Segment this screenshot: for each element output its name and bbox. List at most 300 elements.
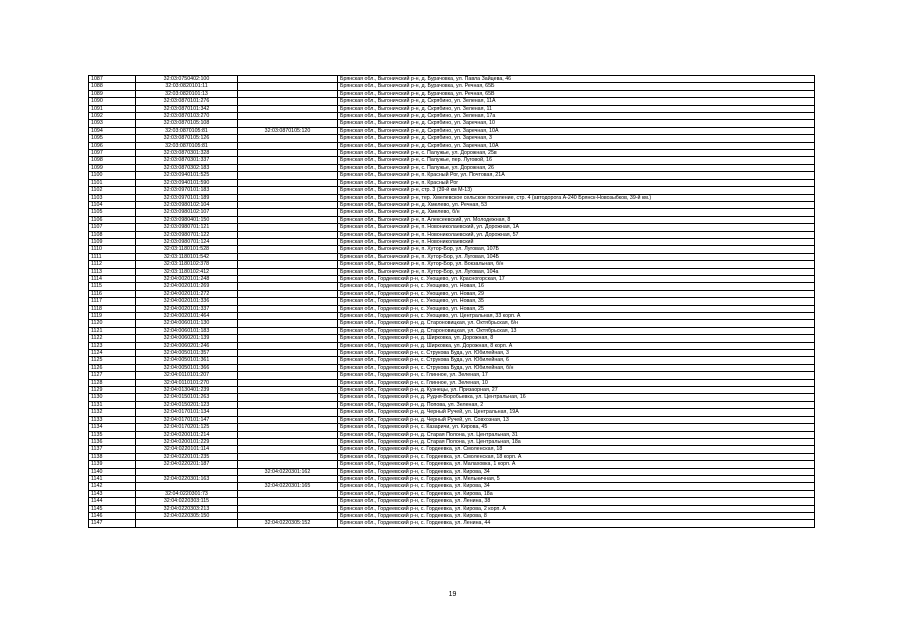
secondary-cadastral-number-cell	[238, 438, 338, 445]
secondary-cadastral-number-cell	[238, 475, 338, 482]
secondary-cadastral-number-cell	[238, 142, 338, 149]
row-number-cell: 1129	[89, 387, 136, 394]
row-number-cell: 1113	[89, 268, 136, 275]
address-cell: Брянская обл., Выгоничский р-н, д. Скрябино, ул. Зеленая, 17а	[338, 113, 815, 120]
address-cell: Брянская обл., Выгоничский р-н, п. Хутор-Бор, ул. Луговая, 107Б	[338, 246, 815, 253]
table-row	[89, 150, 815, 157]
table-row	[89, 98, 815, 105]
cadastral-number-cell: 32:03:0870103:270	[136, 113, 238, 120]
table-row	[89, 416, 815, 423]
table-row	[89, 483, 815, 490]
table-row	[89, 446, 815, 453]
table-row	[89, 283, 815, 290]
secondary-cadastral-number-cell	[238, 357, 338, 364]
secondary-cadastral-number-cell	[238, 372, 338, 379]
table-row	[89, 490, 815, 497]
address-cell: Брянская обл., Гордеевский р-н, с. Гордеевка, ул. Ленина, 44	[338, 520, 815, 527]
address-cell: Брянская обл., Гордеевский р-н, с. Унощево, ул. Новая, 35	[338, 298, 815, 305]
row-number-cell: 1095	[89, 135, 136, 142]
address-cell: Брянская обл., Гордеевский р-н, с. Гордеевка, ул. Кирова, 2 корп. А	[338, 505, 815, 512]
secondary-cadastral-number-cell	[238, 209, 338, 216]
table-row	[89, 246, 815, 253]
cadastral-number-cell: 32:04:0220101:235	[136, 453, 238, 460]
table-row	[89, 261, 815, 268]
row-number-cell: 1107	[89, 224, 136, 231]
row-number-cell: 1104	[89, 201, 136, 208]
address-cell: Брянская обл., Выгоничский р-н, п. Красный Рог	[338, 179, 815, 186]
table-row	[89, 335, 815, 342]
table-row	[89, 164, 815, 171]
cadastral-number-cell: 32:03:0940101:525	[136, 172, 238, 179]
table-row	[89, 327, 815, 334]
row-number-cell: 1108	[89, 231, 136, 238]
cadastral-number-cell: 32:03:0820101:11	[136, 83, 238, 90]
secondary-cadastral-number-cell: 32:03:0870105:120	[238, 127, 338, 134]
table-row	[89, 350, 815, 357]
secondary-cadastral-number-cell	[238, 283, 338, 290]
secondary-cadastral-number-cell	[238, 313, 338, 320]
secondary-cadastral-number-cell	[238, 231, 338, 238]
cadastral-number-cell: 32:03:1180102:378	[136, 261, 238, 268]
row-number-cell: 1127	[89, 372, 136, 379]
address-cell: Брянская обл., Гордеевский р-н, с. Глинное, ул. Зеленая, 10	[338, 379, 815, 386]
secondary-cadastral-number-cell: 32:04:0220301:162	[238, 468, 338, 475]
secondary-cadastral-number-cell	[238, 350, 338, 357]
row-number-cell: 1109	[89, 238, 136, 245]
table-row	[89, 105, 815, 112]
secondary-cadastral-number-cell: 32:04:0220305:152	[238, 520, 338, 527]
cadastral-number-cell: 32:03:0870105:81	[136, 127, 238, 134]
secondary-cadastral-number-cell	[238, 446, 338, 453]
secondary-cadastral-number-cell	[238, 83, 338, 90]
secondary-cadastral-number-cell	[238, 194, 338, 201]
table-row	[89, 438, 815, 445]
table-row	[89, 179, 815, 186]
table-row	[89, 453, 815, 460]
address-cell: Брянская обл., Выгоничский р-н, д. Хмелево, б/н	[338, 209, 815, 216]
cadastral-number-cell: 32:04:0220301:163	[136, 475, 238, 482]
table-row	[89, 238, 815, 245]
cadastral-number-cell: 32:03:1180101:542	[136, 253, 238, 260]
table-row	[89, 135, 815, 142]
address-cell: Брянская обл., Выгоничский р-н, п. Хутор-Бор, ул. Луговая, 104Б	[338, 253, 815, 260]
table-row	[89, 431, 815, 438]
cadastral-number-cell: 32:04:0150201:123	[136, 401, 238, 408]
secondary-cadastral-number-cell	[238, 327, 338, 334]
address-cell: Брянская обл., Выгоничский р-н, п. Новониколаевский, ул. Дорожная, 1А	[338, 224, 815, 231]
address-cell: Брянская обл., Гордеевский р-н, с. Гордеевка, ул. Кирова, 18а	[338, 490, 815, 497]
address-cell: Брянская обл., Гордеевский р-н, с. Унощево, ул. Новая, 16	[338, 283, 815, 290]
cadastral-number-cell: 32:04:0020101:337	[136, 305, 238, 312]
registry-table	[88, 75, 815, 528]
secondary-cadastral-number-cell	[238, 172, 338, 179]
cadastral-number-cell: 32:04:0110101:270	[136, 379, 238, 386]
secondary-cadastral-number-cell	[238, 505, 338, 512]
table-row	[89, 224, 815, 231]
address-cell: Брянская обл., Выгоничский р-н, п. Красный Рог, ул. Почтовая, 21А	[338, 172, 815, 179]
cadastral-number-cell: 32:03:0870101:276	[136, 98, 238, 105]
cadastral-number-cell: 32:03:0820101:13	[136, 90, 238, 97]
table-row	[89, 90, 815, 97]
table-row	[89, 387, 815, 394]
address-cell: Брянская обл., Выгоничский р-н, п. Хутор-Бор, ул. Луговая, 104а	[338, 268, 815, 275]
address-cell: Брянская обл., Гордеевский р-н, д. Попова, ул. Зеленая, 2	[338, 401, 815, 408]
row-number-cell: 1111	[89, 253, 136, 260]
cadastral-number-cell: 32:03:0980102:104	[136, 201, 238, 208]
cadastral-number-cell: 32:03:0940101:590	[136, 179, 238, 186]
table-row	[89, 394, 815, 401]
address-cell: Брянская обл., Выгоничский р-н, с. Палужье, ул. Дорожная, 25в	[338, 150, 815, 157]
secondary-cadastral-number-cell	[238, 120, 338, 127]
cadastral-number-cell: 32:04:0220305:150	[136, 512, 238, 519]
row-number-cell: 1105	[89, 209, 136, 216]
row-number-cell: 1110	[89, 246, 136, 253]
table-row	[89, 468, 815, 475]
secondary-cadastral-number-cell	[238, 364, 338, 371]
secondary-cadastral-number-cell	[238, 394, 338, 401]
cadastral-number-cell: 32:04:0170101:134	[136, 409, 238, 416]
row-number-cell: 1146	[89, 512, 136, 519]
address-cell: Брянская обл., Выгоничский р-н, д. Скрябино, ул. Заречная, 3	[338, 135, 815, 142]
address-cell: Брянская обл., Гордеевский р-н, с. Гордеевка, ул. Кирова, 8	[338, 512, 815, 519]
row-number-cell: 1147	[89, 520, 136, 527]
secondary-cadastral-number-cell	[238, 216, 338, 223]
row-number-cell: 1130	[89, 394, 136, 401]
row-number-cell: 1115	[89, 283, 136, 290]
cadastral-number-cell: 32:04:0020101:269	[136, 283, 238, 290]
row-number-cell: 1103	[89, 194, 136, 201]
cadastral-number-cell: 32:04:0220101:114	[136, 446, 238, 453]
row-number-cell: 1097	[89, 150, 136, 157]
cadastral-number-cell: 32:03:0980701:121	[136, 224, 238, 231]
secondary-cadastral-number-cell	[238, 224, 338, 231]
secondary-cadastral-number-cell	[238, 246, 338, 253]
address-cell: Брянская обл., Выгоничский р-н, с. Палужье, ул. Дорожная, 26	[338, 164, 815, 171]
secondary-cadastral-number-cell	[238, 113, 338, 120]
address-cell: Брянская обл., Гордеевский р-н, с. Глинное, ул. Зеленая, 17	[338, 372, 815, 379]
secondary-cadastral-number-cell	[238, 98, 338, 105]
address-cell: Брянская обл., Выгоничский р-н, п. Новониколаевский, ул. Дорожная, 57	[338, 231, 815, 238]
secondary-cadastral-number-cell	[238, 187, 338, 194]
cadastral-number-cell: 32:04:0020101:336	[136, 298, 238, 305]
cadastral-number-cell: 32:04:0050101:361	[136, 357, 238, 364]
row-number-cell: 1100	[89, 172, 136, 179]
address-cell: Брянская обл., Гордеевский р-н, с. Унощево, ул. Новая, 29	[338, 290, 815, 297]
table-row	[89, 76, 815, 83]
cadastral-number-cell: 32:03:0980701:122	[136, 231, 238, 238]
secondary-cadastral-number-cell	[238, 431, 338, 438]
table-row	[89, 342, 815, 349]
address-cell: Брянская обл., Гордеевский р-н, д. Старая Полона, ул. Центральная, 31	[338, 431, 815, 438]
secondary-cadastral-number-cell	[238, 379, 338, 386]
row-number-cell: 1089	[89, 90, 136, 97]
cadastral-number-cell: 32:04:0050101:357	[136, 350, 238, 357]
secondary-cadastral-number-cell	[238, 253, 338, 260]
secondary-cadastral-number-cell	[238, 401, 338, 408]
address-cell: Брянская обл., Выгоничский р-н, д. Бурачовка, ул. Речная, 65Б	[338, 83, 815, 90]
secondary-cadastral-number-cell	[238, 305, 338, 312]
cadastral-number-cell: 32:04:0200101:214	[136, 431, 238, 438]
row-number-cell: 1125	[89, 357, 136, 364]
address-cell: Брянская обл., Гордеевский р-н, с. Гордеевка, ул. Малаховка, 1 корп. А	[338, 461, 815, 468]
address-cell: Брянская обл., Выгоничский р-н, с. Палужье, пер. Луговой, 16	[338, 157, 815, 164]
row-number-cell: 1087	[89, 76, 136, 83]
row-number-cell: 1126	[89, 364, 136, 371]
row-number-cell: 1090	[89, 98, 136, 105]
address-cell: Брянская обл., Гордеевский р-н, с. Гордеевка, ул. Ленина, 38	[338, 498, 815, 505]
secondary-cadastral-number-cell	[238, 201, 338, 208]
secondary-cadastral-number-cell	[238, 387, 338, 394]
address-cell: Брянская обл., Выгоничский р-н, д. Скрябино, ул. Зеленая, 11	[338, 105, 815, 112]
row-number-cell: 1128	[89, 379, 136, 386]
row-number-cell: 1140	[89, 468, 136, 475]
address-cell: Брянская обл., Гордеевский р-н, д. Кузнецы, ул. Призаорная, 27	[338, 387, 815, 394]
address-cell: Брянская обл., Гордеевский р-н, с. Казаричи, ул. Кирова, 45	[338, 424, 815, 431]
address-cell: Брянская обл., Гордеевский р-н, д. Старая Полона, ул. Центральная, 18а	[338, 438, 815, 445]
row-number-cell: 1118	[89, 305, 136, 312]
cadastral-number-cell: 32:04:0050101:366	[136, 364, 238, 371]
cadastral-number-cell: 32:04:0220303:115	[136, 498, 238, 505]
secondary-cadastral-number-cell	[238, 157, 338, 164]
row-number-cell: 1136	[89, 438, 136, 445]
table-row	[89, 401, 815, 408]
row-number-cell: 1088	[89, 83, 136, 90]
address-cell: Брянская обл., Выгоничский р-н, д. Хмелево, ул. Речная, 53	[338, 201, 815, 208]
address-cell: Брянская обл., Гордеевский р-н, с. Струкова Буда, ул. Юбилейная, 3	[338, 350, 815, 357]
address-cell: Брянская обл., Гордеевский р-н, с. Унощево, ул. Центральная, 33 корп. А	[338, 313, 815, 320]
table-row	[89, 253, 815, 260]
secondary-cadastral-number-cell	[238, 290, 338, 297]
cadastral-number-cell: 32:03:0870302:183	[136, 164, 238, 171]
row-number-cell: 1137	[89, 446, 136, 453]
secondary-cadastral-number-cell	[238, 490, 338, 497]
secondary-cadastral-number-cell	[238, 461, 338, 468]
table-row	[89, 83, 815, 90]
cadastral-number-cell: 32:04:0060101:130	[136, 320, 238, 327]
address-cell: Брянская обл., Выгоничский р-н, д. Бурачовка, ул. Павла Зайцева, 46	[338, 76, 815, 83]
address-cell: Брянская обл., Выгоничский р-н, д. Бурачовка, ул. Речная, 65В	[338, 90, 815, 97]
cadastral-number-cell: 32:03:0870301:337	[136, 157, 238, 164]
cadastral-number-cell: 32:04:0130401:239	[136, 387, 238, 394]
secondary-cadastral-number-cell	[238, 298, 338, 305]
secondary-cadastral-number-cell	[238, 320, 338, 327]
table-row	[89, 409, 815, 416]
address-cell: Брянская обл., Гордеевский р-н, с. Унощево, ул. Новая, 25	[338, 305, 815, 312]
cadastral-number-cell: 32:03:0870105:126	[136, 135, 238, 142]
table-row	[89, 127, 815, 134]
row-number-cell: 1116	[89, 290, 136, 297]
row-number-cell: 1114	[89, 275, 136, 282]
table-row	[89, 424, 815, 431]
cadastral-number-cell: 32:03:0870101:342	[136, 105, 238, 112]
table-row	[89, 305, 815, 312]
row-number-cell: 1093	[89, 120, 136, 127]
table-row	[89, 157, 815, 164]
address-cell: Брянская обл., Гордеевский р-н, с. Гордеевка, ул. Кирова, 34	[338, 468, 815, 475]
address-cell: Брянская обл., Гордеевский р-н, с. Гордеевка, ул. Смоленская, 18	[338, 446, 815, 453]
row-number-cell: 1101	[89, 179, 136, 186]
row-number-cell: 1144	[89, 498, 136, 505]
table-row	[89, 231, 815, 238]
page-number: 19	[448, 591, 457, 598]
address-cell: Брянская обл., Выгоничский р-н, тер. Хмелевское сельское поселение, стр. 4 (автодорога А-240 Брянск-Новозыбков, 39-й км.)	[338, 194, 815, 201]
cadastral-number-cell: 32:04:0020101:464	[136, 313, 238, 320]
cadastral-number-cell: 32:03:0970101:183	[136, 187, 238, 194]
cadastral-number-cell	[136, 520, 238, 527]
cadastral-number-cell: 32:04:0110101:207	[136, 372, 238, 379]
address-cell: Брянская обл., Выгоничский р-н, п. Хутор-Бор, ул. Вокзальная, б/н	[338, 261, 815, 268]
row-number-cell: 1139	[89, 461, 136, 468]
registry-table-body	[89, 76, 815, 528]
cadastral-number-cell: 32:04:0200101:229	[136, 438, 238, 445]
table-row	[89, 320, 815, 327]
row-number-cell: 1135	[89, 431, 136, 438]
address-cell: Брянская обл., Выгоничский р-н, д. Скрябино, ул. Заречная, 10	[338, 120, 815, 127]
secondary-cadastral-number-cell	[238, 76, 338, 83]
table-row	[89, 194, 815, 201]
secondary-cadastral-number-cell	[238, 409, 338, 416]
row-number-cell: 1131	[89, 401, 136, 408]
secondary-cadastral-number-cell	[238, 135, 338, 142]
address-cell: Брянская обл., Гордеевский р-н, д. Ширковка, ул. Дорожная, 8 корп. А	[338, 342, 815, 349]
row-number-cell: 1122	[89, 335, 136, 342]
cadastral-number-cell: 32:04:0020101:272	[136, 290, 238, 297]
row-number-cell: 1102	[89, 187, 136, 194]
cadastral-number-cell: 32:03:1180102:412	[136, 268, 238, 275]
secondary-cadastral-number-cell	[238, 238, 338, 245]
table-row	[89, 120, 815, 127]
secondary-cadastral-number-cell	[238, 90, 338, 97]
table-row	[89, 216, 815, 223]
secondary-cadastral-number-cell	[238, 498, 338, 505]
cadastral-number-cell: 32:03:0970101:189	[136, 194, 238, 201]
row-number-cell: 1142	[89, 483, 136, 490]
row-number-cell: 1133	[89, 416, 136, 423]
cadastral-number-cell: 32:04:0220301:73	[136, 490, 238, 497]
address-cell: Брянская обл., Гордеевский р-н, с. Гордеевка, ул. Кирова, 34	[338, 483, 815, 490]
table-row	[89, 475, 815, 482]
row-number-cell: 1094	[89, 127, 136, 134]
cadastral-number-cell: 32:04:0150101:263	[136, 394, 238, 401]
cadastral-number-cell: 32:03:0980701:124	[136, 238, 238, 245]
row-number-cell: 1141	[89, 475, 136, 482]
cadastral-number-cell: 32:04:0220303:213	[136, 505, 238, 512]
cadastral-number-cell: 32:04:0220201:187	[136, 461, 238, 468]
secondary-cadastral-number-cell	[238, 179, 338, 186]
row-number-cell: 1123	[89, 342, 136, 349]
secondary-cadastral-number-cell	[238, 275, 338, 282]
cadastral-number-cell: 32:03:0870105:81	[136, 142, 238, 149]
table-row	[89, 209, 815, 216]
secondary-cadastral-number-cell	[238, 335, 338, 342]
address-cell: Брянская обл., Выгоничский р-н, стр. 3 (39-й км М-13)	[338, 187, 815, 194]
address-cell: Брянская обл., Гордеевский р-н, д. Ширковка, ул. Дорожная, 8	[338, 335, 815, 342]
secondary-cadastral-number-cell	[238, 268, 338, 275]
cadastral-number-cell	[136, 468, 238, 475]
address-cell: Брянская обл., Гордеевский р-н, д. Черный Ручей, ул. Совхозная, 13	[338, 416, 815, 423]
table-row	[89, 268, 815, 275]
table-row	[89, 520, 815, 527]
cadastral-number-cell: 32:03:0870105:108	[136, 120, 238, 127]
table-row	[89, 379, 815, 386]
cadastral-number-cell: 32:04:0170201:125	[136, 424, 238, 431]
secondary-cadastral-number-cell	[238, 261, 338, 268]
address-cell: Брянская обл., Гордеевский р-н, д. Староновицкая, ул. Октябрьская, б/н	[338, 320, 815, 327]
secondary-cadastral-number-cell	[238, 342, 338, 349]
row-number-cell: 1091	[89, 105, 136, 112]
table-row	[89, 187, 815, 194]
table-row	[89, 298, 815, 305]
table-row	[89, 275, 815, 282]
address-cell: Брянская обл., Выгоничский р-н, п. Алексеевский, ул. Молодежная, 8	[338, 216, 815, 223]
table-row	[89, 512, 815, 519]
cadastral-number-cell: 32:04:0060101:183	[136, 327, 238, 334]
secondary-cadastral-number-cell	[238, 416, 338, 423]
table-row	[89, 364, 815, 371]
address-cell: Брянская обл., Выгоничский р-н, д. Скрябино, ул. Заречная, 10А	[338, 142, 815, 149]
row-number-cell: 1096	[89, 142, 136, 149]
address-cell: Брянская обл., Гордеевский р-н, с. Гордеевка, ул. Мельничная, 5	[338, 475, 815, 482]
row-number-cell: 1138	[89, 453, 136, 460]
row-number-cell: 1106	[89, 216, 136, 223]
address-cell: Брянская обл., Выгоничский р-н, п. Новониколаевский	[338, 238, 815, 245]
secondary-cadastral-number-cell	[238, 453, 338, 460]
cadastral-number-cell: 32:04:0020101:248	[136, 275, 238, 282]
address-cell: Брянская обл., Гордеевский р-н, с. Струкова Буда, ул. Юбилейная, 6	[338, 357, 815, 364]
address-cell: Брянская обл., Гордеевский р-н, с. Струкова Буда, ул. Юбилейная, б/н	[338, 364, 815, 371]
address-cell: Брянская обл., Выгоничский р-н, д. Скрябино, ул. Зеленая, 11А	[338, 98, 815, 105]
secondary-cadastral-number-cell	[238, 164, 338, 171]
table-row	[89, 372, 815, 379]
row-number-cell: 1098	[89, 157, 136, 164]
table-row	[89, 113, 815, 120]
secondary-cadastral-number-cell	[238, 105, 338, 112]
address-cell: Брянская обл., Гордеевский р-н, с. Гордеевка, ул. Смоленская, 18 корп. А	[338, 453, 815, 460]
row-number-cell: 1120	[89, 320, 136, 327]
table-row	[89, 313, 815, 320]
row-number-cell: 1092	[89, 113, 136, 120]
row-number-cell: 1145	[89, 505, 136, 512]
table-row	[89, 290, 815, 297]
address-cell: Брянская обл., Гордеевский р-н, д. Черный Ручей, ул. Центральная, 19А	[338, 409, 815, 416]
table-row	[89, 498, 815, 505]
secondary-cadastral-number-cell: 32:04:0220301:165	[238, 483, 338, 490]
secondary-cadastral-number-cell	[238, 512, 338, 519]
table-row	[89, 505, 815, 512]
address-cell: Брянская обл., Выгоничский р-н, д. Скрябино, ул. Заречная, 10А	[338, 127, 815, 134]
row-number-cell: 1134	[89, 424, 136, 431]
cadastral-number-cell: 32:03:0980102:107	[136, 209, 238, 216]
row-number-cell: 1143	[89, 490, 136, 497]
row-number-cell: 1124	[89, 350, 136, 357]
row-number-cell: 1117	[89, 298, 136, 305]
row-number-cell: 1099	[89, 164, 136, 171]
cadastral-number-cell: 32:04:0060201:139	[136, 335, 238, 342]
secondary-cadastral-number-cell	[238, 150, 338, 157]
address-cell: Брянская обл., Гордеевский р-н, д. Рудня-Воробьевка, ул. Центральная, 16	[338, 394, 815, 401]
cadastral-number-cell: 32:04:0170101:147	[136, 416, 238, 423]
cadastral-number-cell: 32:04:0060201:246	[136, 342, 238, 349]
table-row	[89, 201, 815, 208]
table-row	[89, 172, 815, 179]
cadastral-number-cell: 32:03:1180101:528	[136, 246, 238, 253]
table-row	[89, 357, 815, 364]
address-cell: Брянская обл., Гордеевский р-н, с. Унощево, ул. Красногорская, 17	[338, 275, 815, 282]
row-number-cell: 1112	[89, 261, 136, 268]
cadastral-number-cell	[136, 483, 238, 490]
cadastral-number-cell: 32:03:0980401:150	[136, 216, 238, 223]
table-row	[89, 461, 815, 468]
